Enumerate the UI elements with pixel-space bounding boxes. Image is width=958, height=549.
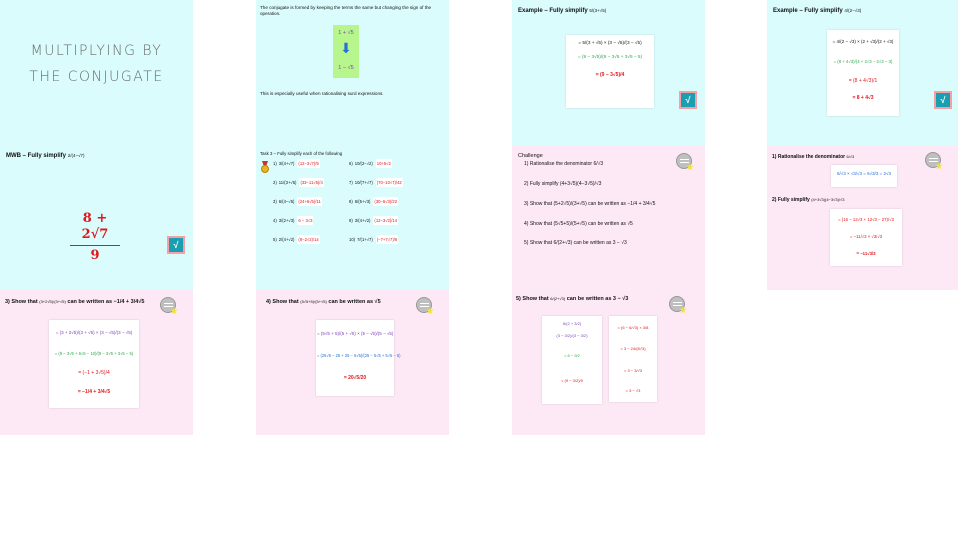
sqrt-icon: √ xyxy=(936,93,950,107)
review-icon[interactable] xyxy=(676,153,692,169)
q2-working-line-1: = (16 − 12√3 + 12√3 − 27)/√3 xyxy=(838,217,894,222)
working-line-3: = (−1 + 3√5)/4 xyxy=(78,370,110,376)
task-item xyxy=(273,161,320,166)
challenge-item-1: 1) Rationalise the denominator 6/√3 xyxy=(524,161,604,167)
task-item xyxy=(349,218,398,223)
task-heading: Task 3 – Fully simplify each of the following xyxy=(260,151,343,156)
left-line-2: (3 − 3/2)/(3 − 3/2) xyxy=(556,333,588,338)
task-question: 11/(3+√5) xyxy=(278,180,297,185)
answer-denominator: 9 xyxy=(90,248,100,263)
show-heading: 5) Show that 6/(2+√3) can be written as 3 − √3 xyxy=(516,296,629,302)
q1-text: 1) Rationalise the denominator 6/√3 xyxy=(772,154,855,160)
slide-conjugate-intro[interactable] xyxy=(256,0,449,145)
right-line-3: = 3 − 3/√3 xyxy=(624,368,642,373)
sqrt-button[interactable] xyxy=(934,91,952,109)
review-icon[interactable] xyxy=(160,297,176,313)
task-number: 2) xyxy=(273,180,277,185)
expr-bottom: 1 − √5 xyxy=(338,65,354,71)
task-answer: 6 − 3√3 xyxy=(298,218,313,223)
slide-title[interactable] xyxy=(0,0,193,145)
task-answer: (12−3√2)/14 xyxy=(374,218,398,223)
review-icon[interactable] xyxy=(416,297,432,313)
working-line-3: = 20√5/20 xyxy=(343,375,367,381)
working-line-1: = 4/(2 − √3) × (2 + √3)/(2 + √3) xyxy=(832,39,894,44)
challenge-heading: Challenge xyxy=(518,153,543,159)
task-answer: (24+6√5)/11 xyxy=(298,199,321,204)
slide-show-that-3[interactable] xyxy=(0,290,193,435)
working-line-1: = (3 + 2√5)/(3 + √5) × (3 − √5)/(3 − √5) xyxy=(55,330,133,335)
slide-example-2[interactable] xyxy=(767,0,958,145)
sqrt-icon: √ xyxy=(681,93,695,107)
working-line-2: = (9 − 3√5 + 6√5 − 10)/(9 − 3√5 + 3√5 − 5) xyxy=(54,351,134,356)
mwb-answer xyxy=(70,211,120,264)
task-item xyxy=(273,237,320,242)
expr-top: 1 + √5 xyxy=(338,30,354,36)
q1-working-line: 6/√3 × √3/√3 = 6√3/3 = 2√3 xyxy=(836,171,891,176)
slide-challenge[interactable] xyxy=(512,145,705,290)
left-line-4: = (9 − 3/2)/9 xyxy=(561,378,583,383)
task-number: 7) xyxy=(349,180,353,185)
show-heading: 4) Show that (5√5+5)/(5+√5) can be written as √5 xyxy=(266,299,381,305)
working-line-3: = (9 − 3√5)/4 xyxy=(595,72,625,78)
q1-working xyxy=(831,165,897,187)
task-question: 3/(4+√7) xyxy=(278,161,295,166)
working-line-3: = (8 + 4√3)/1 xyxy=(848,78,878,84)
task-question: 7/(1+√7) xyxy=(357,237,373,242)
left-line-3: = 6 − 9/2 xyxy=(564,353,580,358)
task-item xyxy=(349,161,392,166)
q2-text: 2) Fully simplify (4+3√3)(4−3√3)/√3 xyxy=(772,197,845,203)
slide-challenge-answers[interactable] xyxy=(767,145,958,290)
working-line-4: = 8 + 4√3 xyxy=(852,95,874,101)
q2-working xyxy=(830,209,902,266)
task-number: 3) xyxy=(273,199,277,204)
right-line-1: = (6 − 6/√3) × 3/8 xyxy=(617,325,649,330)
task-item xyxy=(349,199,398,204)
example-heading: Example – Fully simplify 5/(3+√5) xyxy=(518,8,607,14)
task-question: 10/(2−√2) xyxy=(354,161,373,166)
working-line-2: = (9 − 3√5)/(9 − 3√5 + 3√5 − 5) xyxy=(577,54,643,59)
conjugate-box xyxy=(333,25,359,78)
task-number: 9) xyxy=(349,218,353,223)
working-line-4: = −1/4 + 3/4√5 xyxy=(77,389,111,395)
q2-working-line-2: = −11/√3 × √3/√3 xyxy=(849,234,883,239)
challenge-item-4: 4) Show that (5√5+5)/(5+√5) can be written as √5 xyxy=(524,221,633,227)
slide-task-3[interactable] xyxy=(256,145,449,290)
task-number: 8) xyxy=(349,199,353,204)
task-number: 4) xyxy=(273,218,277,223)
task-number: 1) xyxy=(273,161,277,166)
task-question: 2/(4+√2) xyxy=(278,237,295,242)
task-question: 6/(5+√3) xyxy=(354,199,371,204)
sqrt-icon: √ xyxy=(169,238,183,252)
answer-numerator: 8 + 2√7 xyxy=(70,211,120,246)
task-answer: (30−6√3)/22 xyxy=(374,199,398,204)
task-item xyxy=(273,180,324,185)
task-item xyxy=(349,237,398,242)
working-line-2: = (8 + 4√3)/(4 + 2√3 − 2√3 − 3) xyxy=(833,59,893,64)
show-working xyxy=(49,320,139,408)
sqrt-button[interactable] xyxy=(167,236,185,254)
right-line-4: = 3 − √3 xyxy=(625,388,641,393)
down-arrow-icon: ⬇ xyxy=(340,40,352,56)
intro-text: The conjugate is formed by keeping the terms the same but changing the sign of the operation. xyxy=(260,5,432,16)
medal-icon xyxy=(260,161,270,173)
slide-example-1[interactable] xyxy=(512,0,705,145)
challenge-item-3: 3) Show that (5+2√5)/(3+√5) can be written as −1/4 + 3/4√5 xyxy=(524,201,656,207)
task-item xyxy=(273,199,322,204)
challenge-item-5: 5) Show that 6/(2+√3) can be written as 3 − √3 xyxy=(524,240,627,246)
show-working-right xyxy=(609,316,657,402)
task-question: 10/(7+√7) xyxy=(354,180,373,185)
task-question: 3/(2+√3) xyxy=(278,218,295,223)
task-answer: (12−3√7)/9 xyxy=(298,161,319,166)
task-answer: (−7+7√7)/6 xyxy=(376,237,398,242)
q2-working-line-3: = −11√3/3 xyxy=(856,251,876,256)
show-working-left xyxy=(542,316,602,404)
challenge-item-2: 2) Fully simplify (4+3√5)(4−3√5)/√3 xyxy=(524,181,602,187)
working-line-1: = 5/(3 + √5) × (3 − √5)/(3 − √5) xyxy=(578,40,642,45)
task-number: 6) xyxy=(349,161,353,166)
task-answer: (33−11√5)/4 xyxy=(300,180,323,185)
working-line-2: = (25√5 − 25 + 25 − 5√5)/(25 − 5√5 + 5√5 − 5) xyxy=(317,353,401,358)
right-line-2: = 3 − 24/(8√3) xyxy=(620,346,646,351)
example-working xyxy=(566,35,654,108)
review-icon[interactable] xyxy=(669,296,685,312)
task-item xyxy=(349,180,403,185)
example-heading: Example – Fully simplify 4/(2−√3) xyxy=(773,8,862,14)
example-working xyxy=(827,30,899,116)
task-number: 5) xyxy=(273,237,277,242)
slide-title-text: MULTIPLYING BY THE CONJUGATE xyxy=(29,43,164,85)
working-line-1: = (5√5 + 5)/(5 + √5) × (5 − √5)/(5 − √5) xyxy=(317,331,394,336)
task-item xyxy=(273,218,313,223)
left-line-1: 6/(2 + 3/2) xyxy=(562,321,582,326)
slide-show-that-5[interactable] xyxy=(512,290,705,435)
slide-show-that-4[interactable] xyxy=(256,290,449,435)
slide-mwb[interactable] xyxy=(0,145,193,290)
task-question: 3/(4+√2) xyxy=(354,218,371,223)
task-answer: (70−10√7)/42 xyxy=(376,180,402,185)
show-working xyxy=(316,320,401,396)
task-answer: (8−2√2)/14 xyxy=(298,237,319,242)
mwb-heading: MWB – Fully simplify 2/(4−√7) xyxy=(6,153,85,159)
note-text: This is especially useful when rationalising surd expressions. xyxy=(260,91,384,96)
review-icon[interactable] xyxy=(925,152,941,168)
show-heading: 3) Show that (3+2√5)/(3+√5) can be written as −1/4 + 3/4√5 xyxy=(5,299,145,305)
task-answer: 10+5√2 xyxy=(376,161,391,166)
sqrt-button[interactable] xyxy=(679,91,697,109)
task-number: 10) xyxy=(349,237,356,242)
task-question: 6/(4−√5) xyxy=(278,199,295,204)
